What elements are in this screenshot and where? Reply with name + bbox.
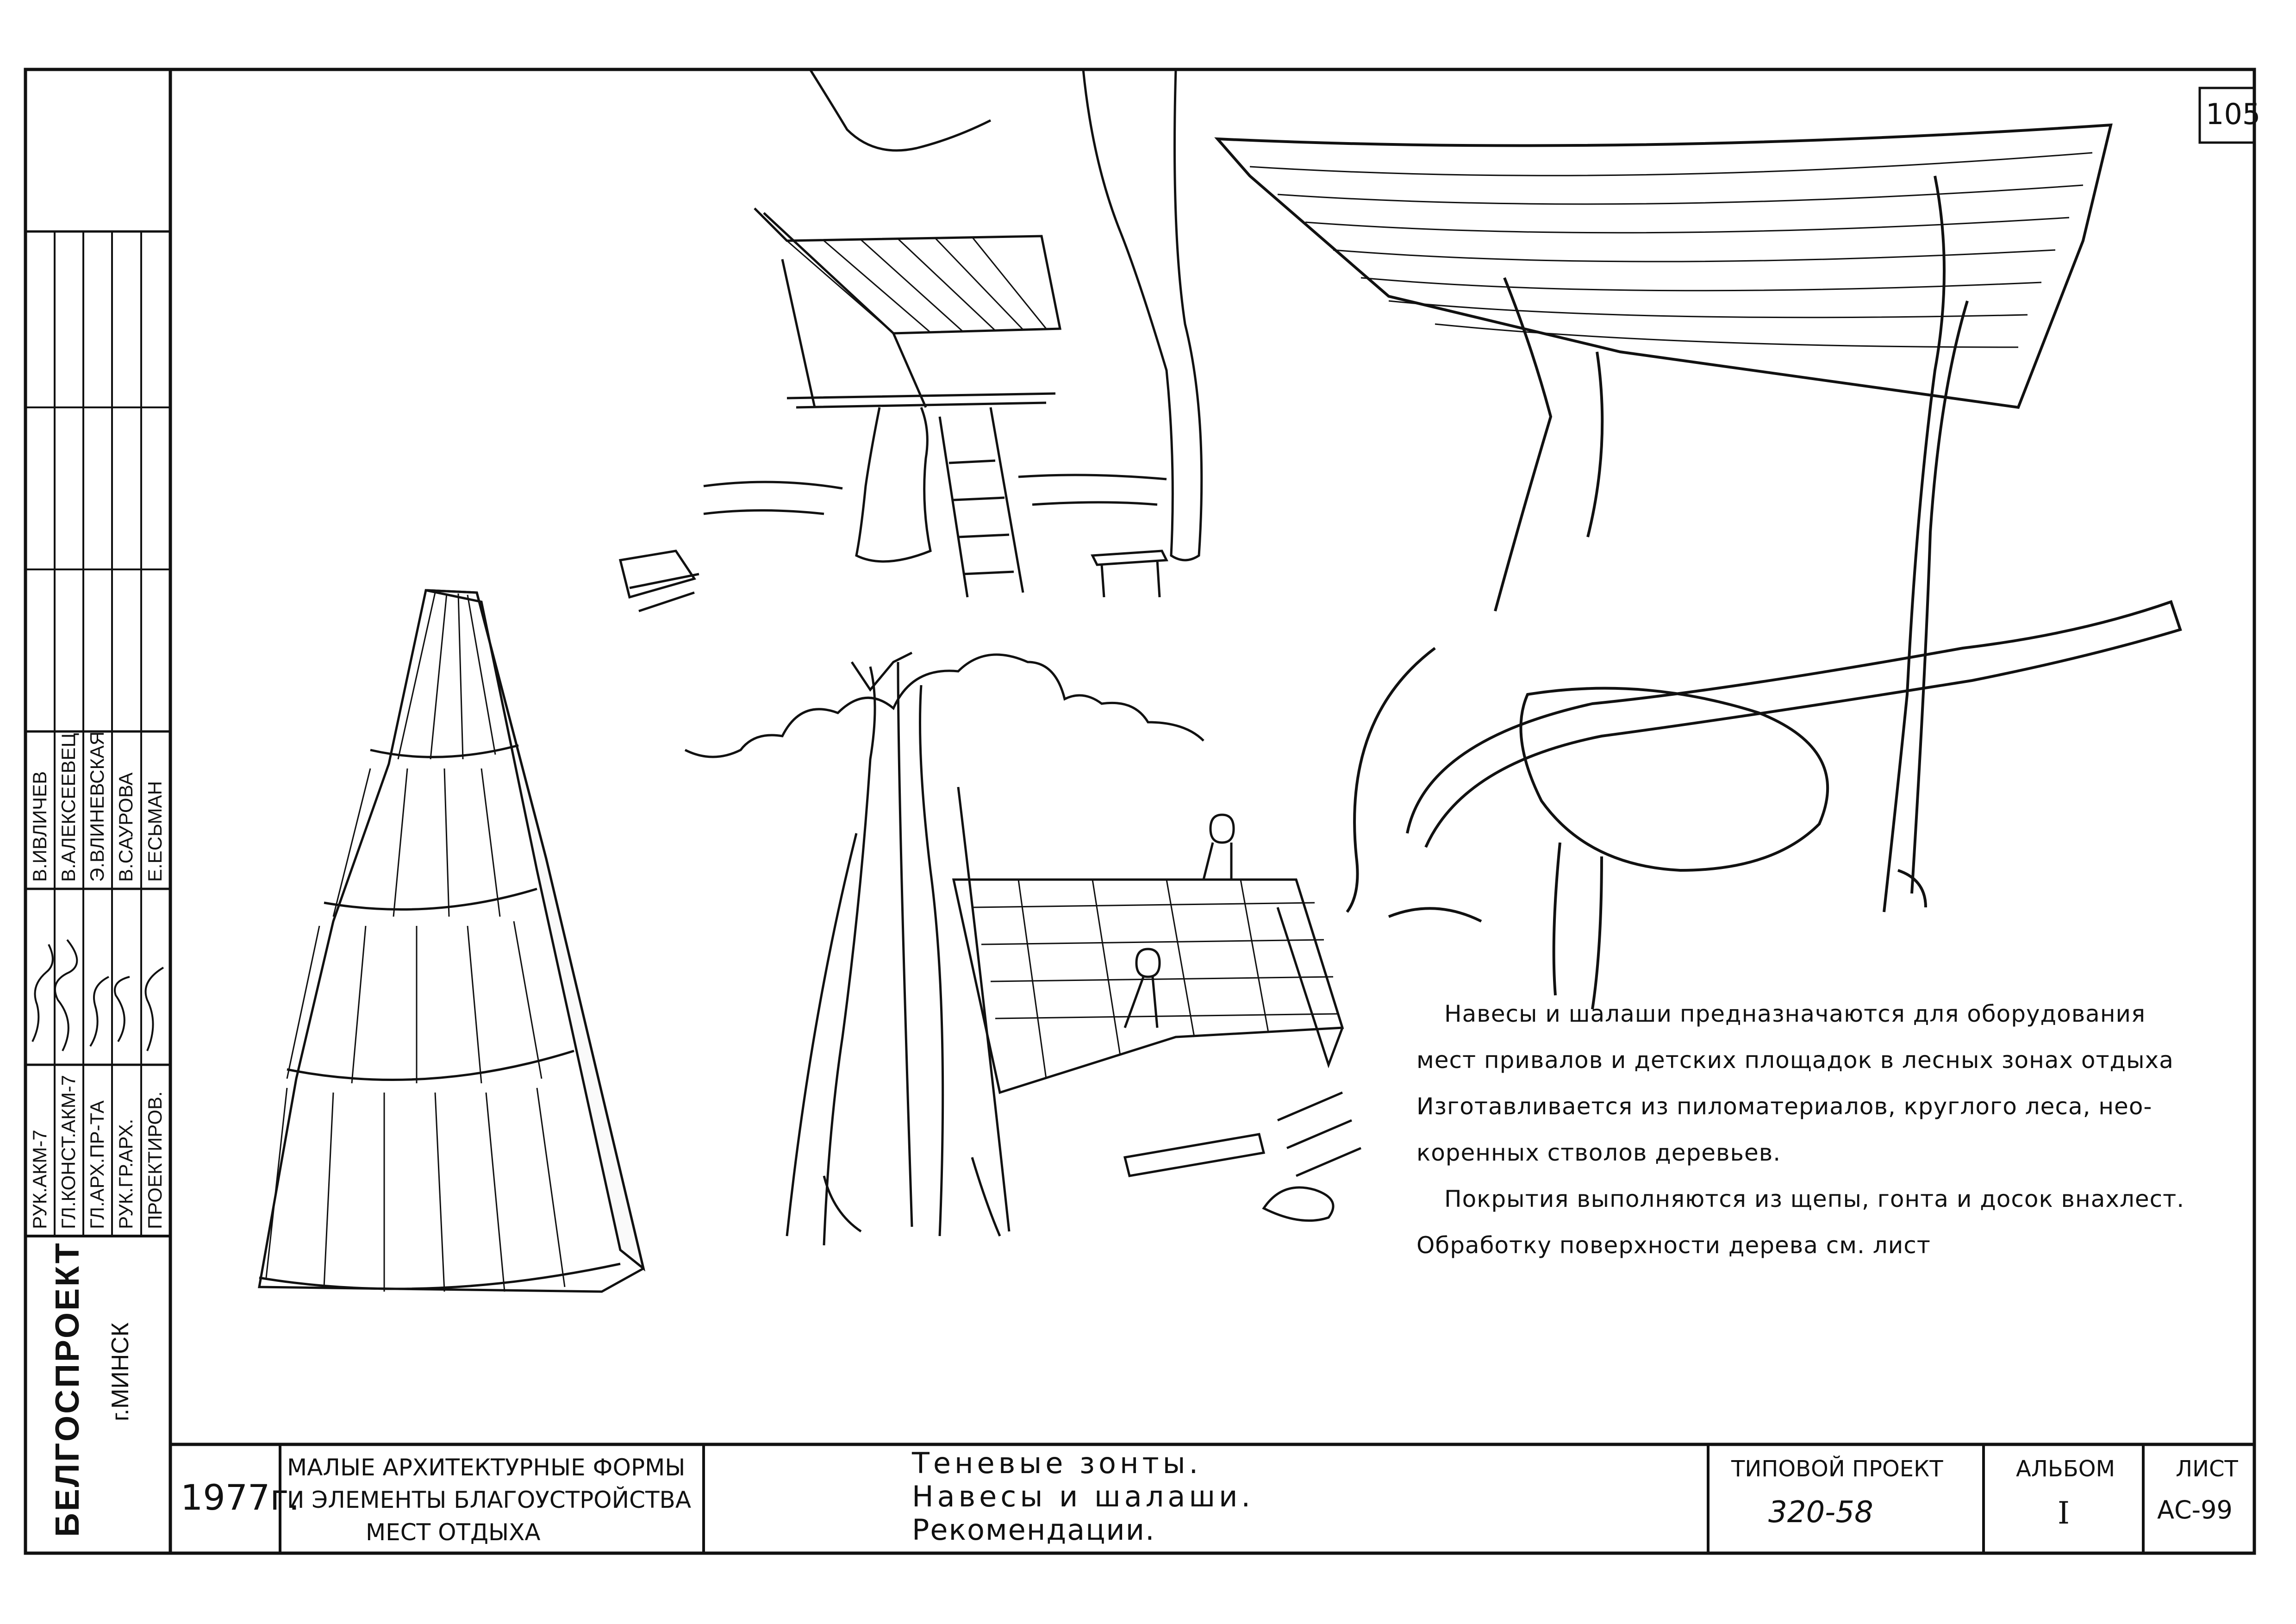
series-line: И ЭЛЕМЕНТЫ БЛАГОУСТРОЙСТВА <box>287 1487 692 1513</box>
title-line: Теневые зонты. <box>912 1446 1202 1480</box>
stamp-role-4: РУК.ГР.АРХ. <box>115 1118 137 1229</box>
project-label: ТИПОВОЙ ПРОЕКТ <box>1731 1456 1943 1482</box>
album-label: АЛЬБОМ <box>2016 1456 2115 1482</box>
stamp-role-5: ПРОЕКТИРОВ. <box>144 1091 166 1229</box>
stamp-role-2: ГЛ.КОНСТ.АКМ-7 <box>57 1074 79 1229</box>
stamp-name-4: В.САУРОВА <box>115 772 137 882</box>
project-number: 320-58 <box>1768 1495 1873 1530</box>
sheet-label: ЛИСТ <box>2176 1456 2238 1482</box>
stamp-role-3: ГЛ.АРХ.ПР-ТА <box>86 1100 108 1229</box>
title-block-series <box>287 1451 691 1549</box>
description-line: Покрытия выполняются из щепы, гонта и досок внахлест. <box>1444 1186 2185 1212</box>
stamp-name-5: Е.ЕСЬМАН <box>144 781 166 882</box>
stamp-role-1: РУК.АКМ-7 <box>29 1130 50 1229</box>
organization-name: БЕЛГОСПРОЕКТ <box>49 1241 86 1537</box>
description-line: мест привалов и детских площадок в лесных зонах отдыха <box>1416 1047 2174 1074</box>
conical-shelter-illustration <box>259 590 643 1292</box>
description-line: Изготавливается из пиломатериалов, круглого леса, нео- <box>1416 1093 2152 1120</box>
series-line: МАЛЫЕ АРХИТЕКТУРНЫЕ ФОРМЫ <box>287 1454 686 1481</box>
large-canopy-illustration <box>1217 125 2180 1009</box>
title-line: Навесы и шалаши. <box>912 1480 1254 1513</box>
tree-hut-illustration <box>620 69 1202 611</box>
description-line: коренных стволов деревьев. <box>1416 1139 1781 1166</box>
title-block-title <box>912 1447 1254 1547</box>
sheet-value: АС-99 <box>2157 1495 2233 1524</box>
series-line: МЕСТ ОТДЫХА <box>366 1519 541 1546</box>
description-line: Обработку поверхности дерева см. лист <box>1416 1232 1931 1259</box>
description-block <box>1416 991 2184 1268</box>
title-line: Рекомендации. <box>912 1513 1155 1547</box>
a-frame-shelter-illustration <box>685 653 1361 1245</box>
stamp-name-2: В.АЛЕКСЕЕВЕЦ <box>57 733 79 882</box>
title-block-year: 1977г. <box>181 1477 300 1518</box>
description-line: Навесы и шалаши предназначаются для оборудования <box>1444 1000 2146 1027</box>
page-number: 105 <box>2206 97 2261 131</box>
album-value: I <box>2058 1495 2070 1531</box>
stamp-name-1: В.ИВЛИЧЕВ <box>29 771 50 882</box>
organization-city: г.МИНСК <box>107 1322 134 1421</box>
stamp-name-3: Э.ВЛИНЕВСКАЯ <box>86 731 108 882</box>
